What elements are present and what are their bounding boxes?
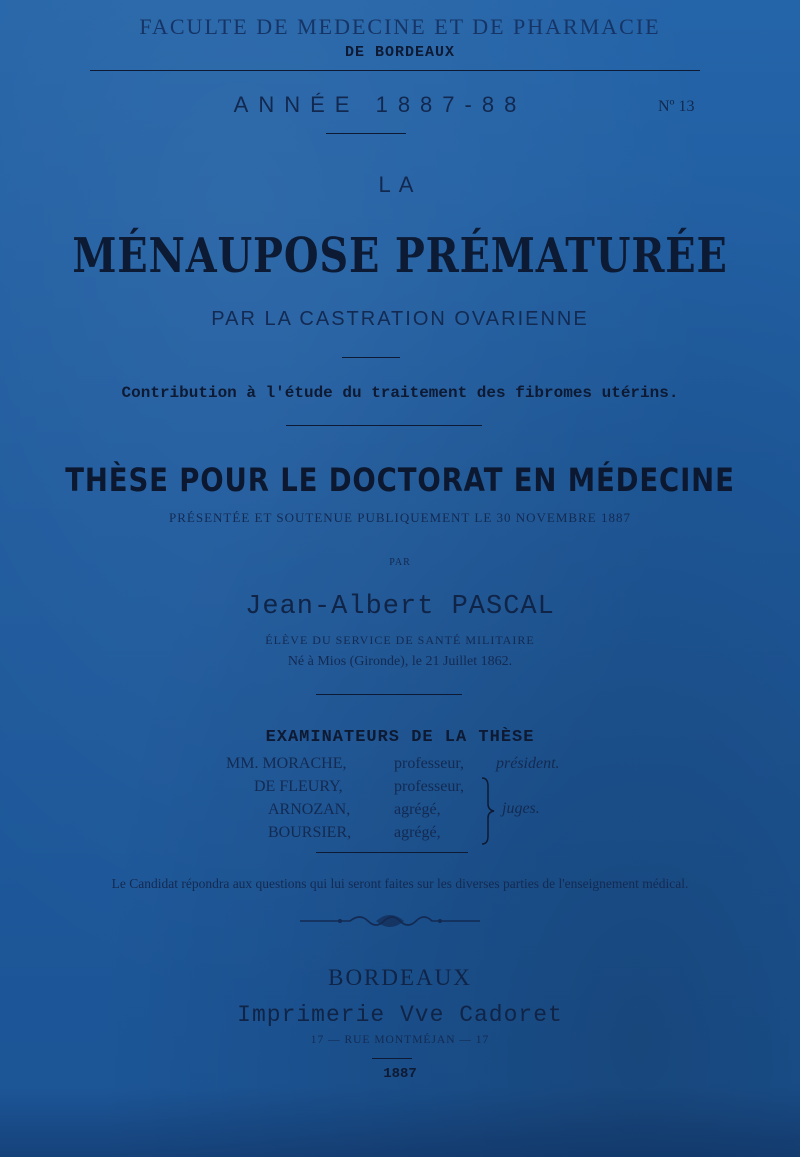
examiner-role: agrégé, bbox=[394, 801, 441, 818]
divider-rule bbox=[372, 1058, 412, 1059]
header-rule bbox=[90, 70, 700, 71]
academic-year: ANNÉE 1887-88 bbox=[233, 92, 527, 117]
thesis-number: Nº 13 bbox=[658, 98, 695, 115]
examiner-role: professeur, bbox=[394, 778, 464, 795]
author-name: Jean-Albert PASCAL bbox=[245, 592, 555, 622]
examiners-heading: EXAMINATEURS DE LA THÈSE bbox=[265, 728, 535, 747]
judges-label: juges. bbox=[502, 800, 540, 817]
divider-rule bbox=[316, 852, 468, 853]
examiner-name: MM. MORACHE, bbox=[226, 755, 347, 772]
title-article: LA bbox=[378, 172, 422, 197]
subtitle: PAR LA CASTRATION OVARIENNE bbox=[211, 308, 589, 330]
thesis-heading: THÈSE POUR LE DOCTORAT EN MÉDECINE bbox=[65, 461, 735, 499]
ornament-flourish-icon bbox=[280, 905, 500, 935]
by-label: PAR bbox=[389, 557, 411, 568]
publisher-city: BORDEAUX bbox=[328, 965, 472, 990]
brace-icon bbox=[474, 776, 498, 846]
author-birth: Né à Mios (Gironde), le 21 Juillet 1862. bbox=[287, 654, 513, 669]
examiner-title: président. bbox=[496, 755, 560, 772]
main-title: MÉNAUPOSE PRÉMATURÉE bbox=[72, 228, 728, 284]
examiner-name: ARNOZAN, bbox=[268, 801, 351, 818]
printer-address: 17 — RUE MONTMÉJAN — 17 bbox=[310, 1034, 490, 1046]
divider-rule bbox=[342, 357, 400, 358]
examiner-role: professeur, bbox=[394, 755, 464, 772]
divider-rule bbox=[326, 133, 406, 134]
candidate-notice: Le Candidat répondra aux questions qui lui seront faites sur les diverses parties de l'enseignement médical. bbox=[111, 876, 689, 891]
examiner-role: agrégé, bbox=[394, 824, 441, 841]
faculty-name: FACULTE DE MEDECINE ET DE PHARMACIE bbox=[139, 14, 661, 39]
contribution-line: Contribution à l'étude du traitement des fibromes utérins. bbox=[121, 384, 679, 402]
author-status: ÉLÈVE DU SERVICE DE SANTÉ MILITAIRE bbox=[265, 633, 535, 647]
publication-year: 1887 bbox=[383, 1066, 417, 1082]
examiner-name: BOURSIER, bbox=[268, 824, 352, 841]
faculty-city: DE BORDEAUX bbox=[344, 44, 456, 61]
divider-rule bbox=[286, 425, 482, 426]
divider-rule bbox=[316, 694, 462, 695]
examiner-name: DE FLEURY, bbox=[254, 778, 343, 795]
presentation-date: PRÉSENTÉE ET SOUTENUE PUBLIQUEMENT LE 30 NOVEMBRE 1887 bbox=[169, 510, 631, 525]
printer-name: Imprimerie Vve Cadoret bbox=[237, 1002, 563, 1028]
